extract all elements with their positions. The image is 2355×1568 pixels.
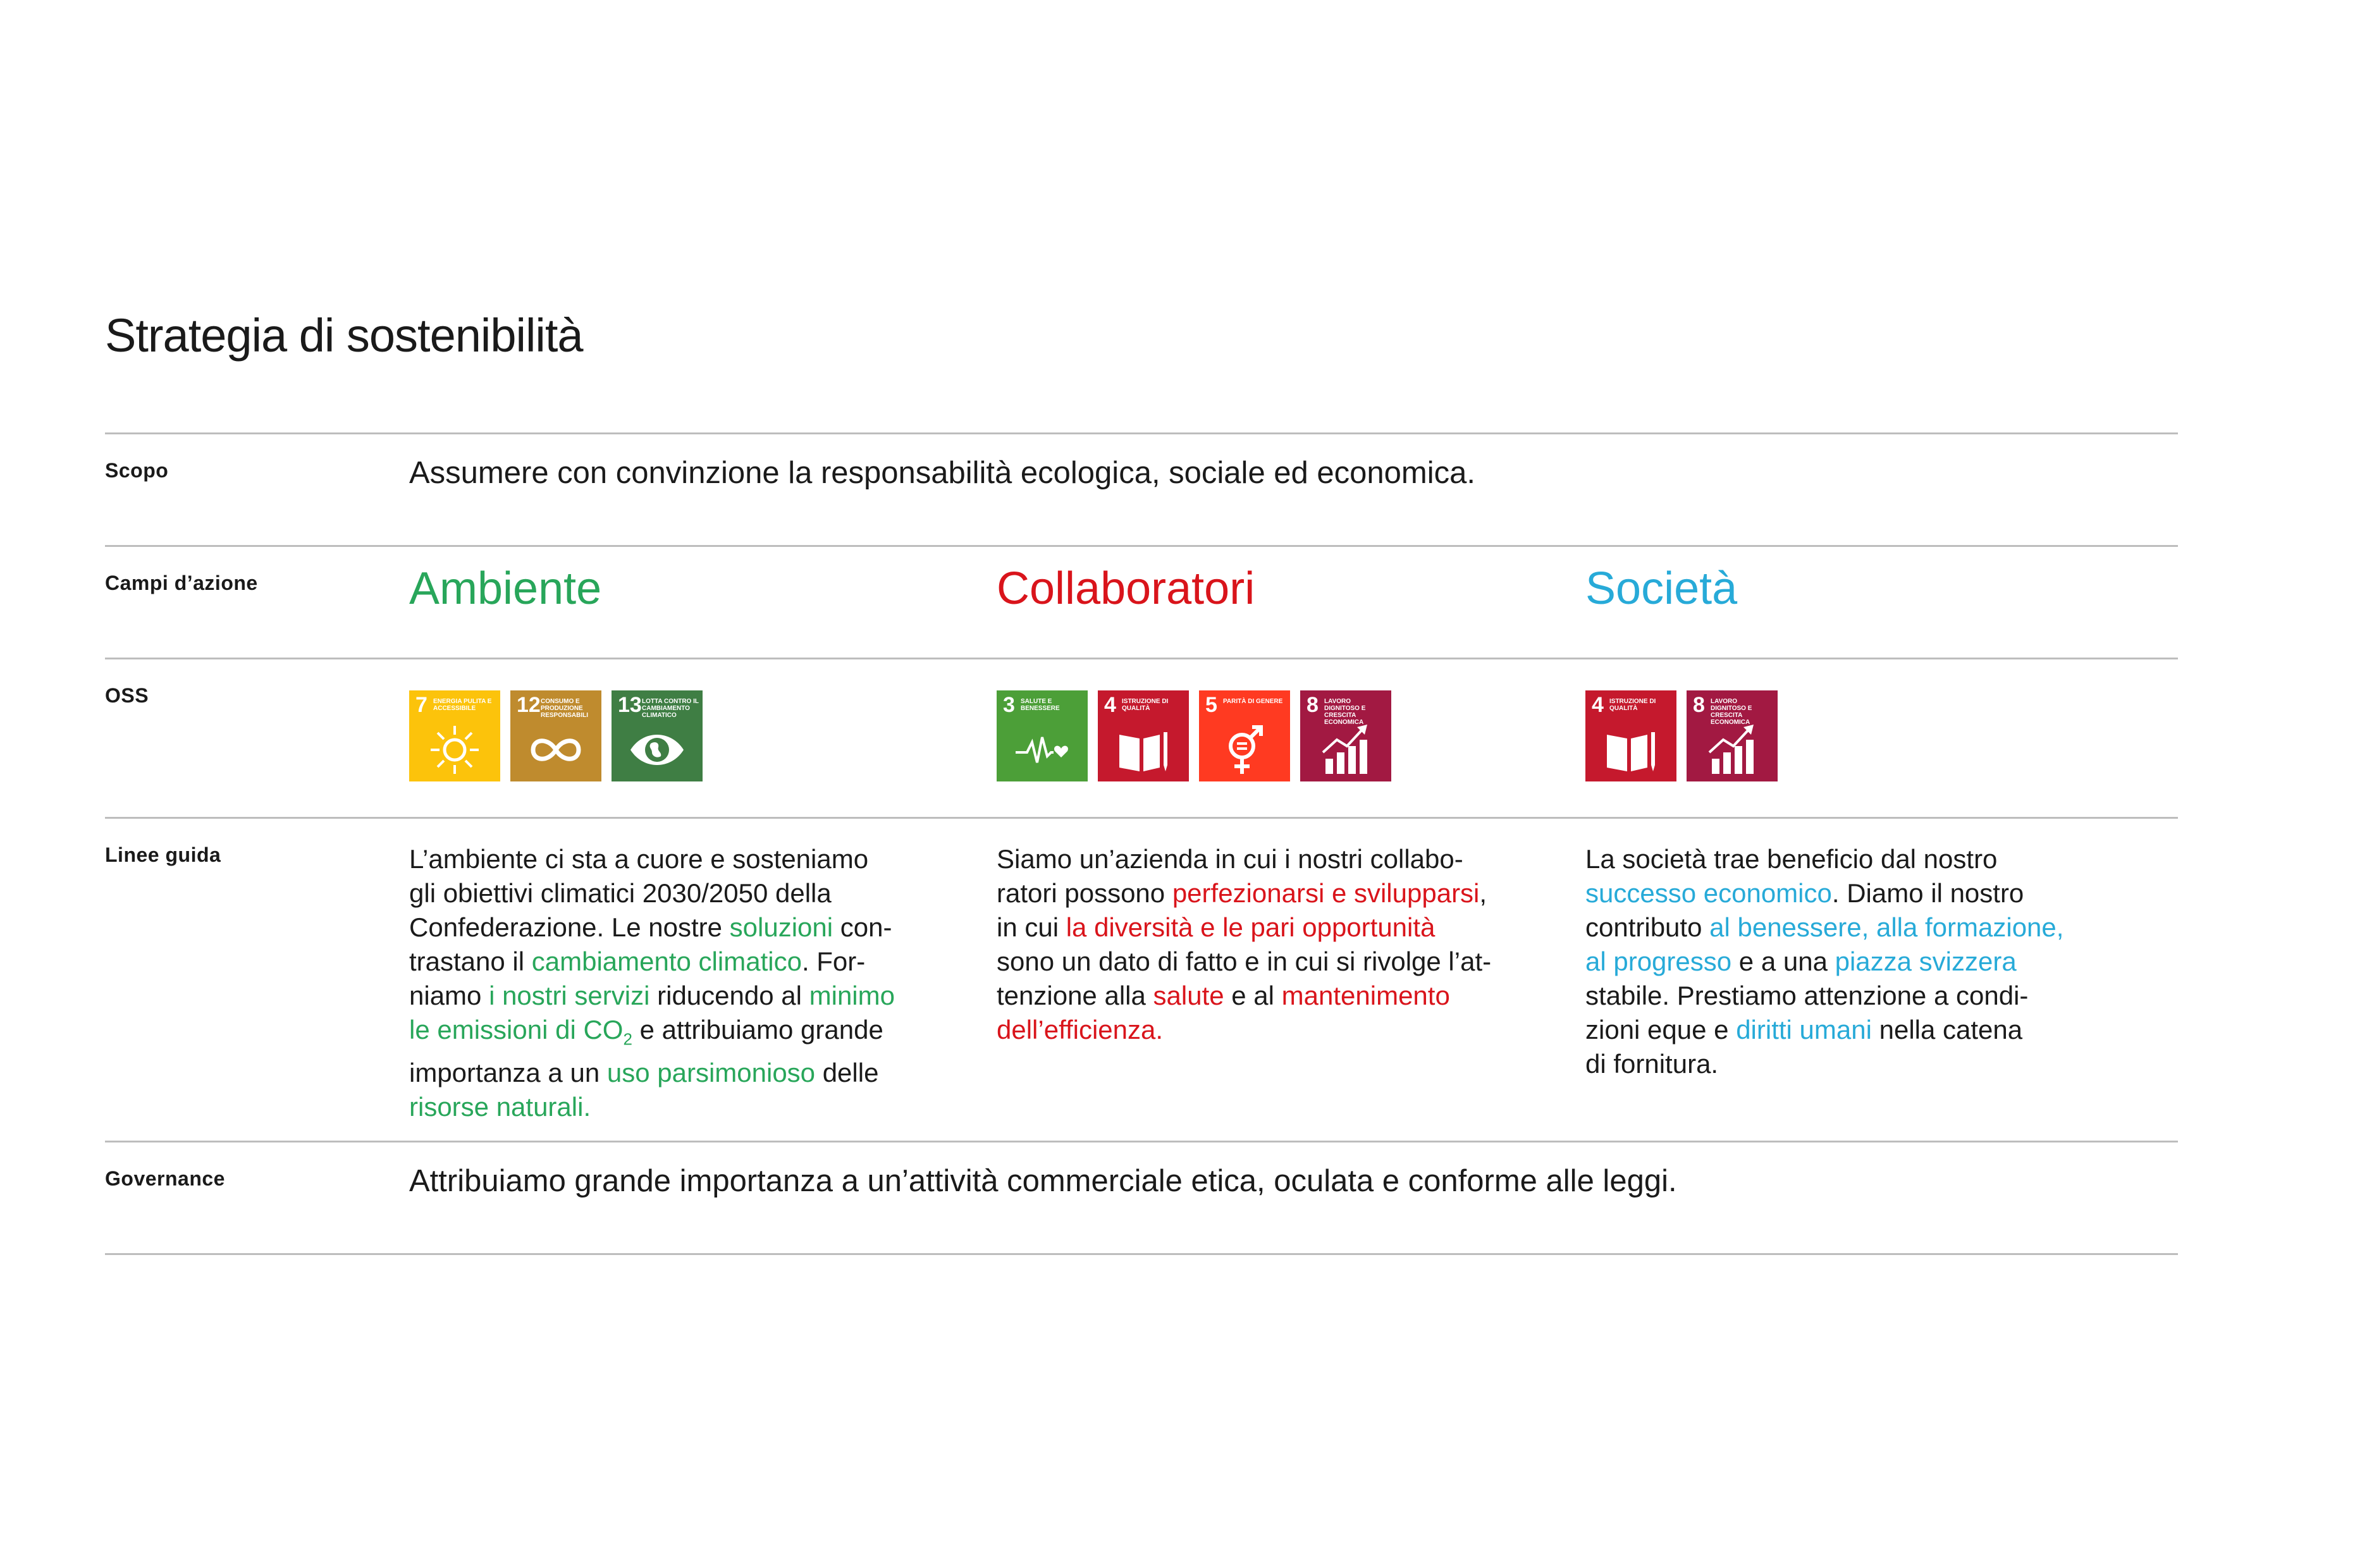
sdg-icons-collaboratori <box>997 690 1401 781</box>
scopo-text: Assumere con convinzione la responsabilità ecologica, sociale ed economica. <box>409 456 1476 490</box>
line: niamo i nostri servizi riducendo al minimo <box>409 981 895 1010</box>
line: La società trae beneficio dal nostro <box>1585 844 1998 874</box>
highlight: risorse naturali. <box>409 1092 591 1122</box>
line: sono un dato di fatto e in cui si rivolge l’at- <box>997 946 1492 976</box>
sdg-label: LAVORO DIGNITOSO E CRESCITA ECONOMICA <box>1324 698 1366 726</box>
line: in cui la diversità e le pari opportunità <box>997 912 1436 942</box>
growth-chart-icon <box>1704 723 1760 776</box>
field-ambiente: Ambiente <box>409 563 602 614</box>
line: trastano il cambiamento climatico. For- <box>409 946 866 976</box>
highlight: minimo <box>809 981 895 1010</box>
highlight: piazza svizzera <box>1835 946 2017 976</box>
field-societa: Società <box>1585 563 1738 614</box>
highlight: al progresso <box>1585 946 1732 976</box>
sdg-8-tile <box>1687 690 1778 781</box>
sdg-label: SALUTE E BENESSERE <box>1021 698 1060 712</box>
divider <box>105 432 2178 434</box>
highlight: dell’efficienza. <box>997 1015 1164 1044</box>
sdg-icons-societa <box>1585 690 1788 781</box>
highlight: i nostri servizi <box>489 981 650 1010</box>
divider <box>105 817 2178 819</box>
sdg-number: 5 <box>1205 693 1217 717</box>
highlight: la diversità e le pari opportunità <box>1066 912 1436 942</box>
growth-chart-icon <box>1318 723 1374 776</box>
book-icon <box>1116 723 1171 776</box>
guideline-ambiente <box>409 842 953 1124</box>
highlight: cambiamento climatico <box>531 946 802 976</box>
line: di fornitura. <box>1585 1049 1719 1079</box>
line: importanza a un uso parsimonioso delle <box>409 1058 879 1088</box>
eye-globe-icon <box>629 723 685 776</box>
page-title: Strategia di sostenibilità <box>105 309 583 362</box>
field-collaboratori: Collaboratori <box>997 563 1255 614</box>
sdg-number: 8 <box>1693 693 1705 717</box>
guideline-collaboratori <box>997 842 1540 1047</box>
row-label-governance: Governance <box>105 1167 225 1190</box>
highlight: salute <box>1153 981 1224 1010</box>
highlight: al benessere, alla formazione, <box>1709 912 2064 942</box>
line: zioni eque e diritti umani nella catena <box>1585 1015 2023 1044</box>
sdg-label: ISTRUZIONE DI QUALITÀ <box>1609 698 1656 712</box>
guideline-societa <box>1585 842 2129 1081</box>
line: Siamo un’azienda in cui i nostri collabo- <box>997 844 1463 874</box>
sdg-icons-ambiente <box>409 690 713 781</box>
book-icon <box>1603 723 1659 776</box>
sdg-3-tile <box>997 690 1088 781</box>
highlight: diritti umani <box>1736 1015 1872 1044</box>
sun-icon <box>427 723 483 776</box>
line: successo economico. Diamo il nostro <box>1585 878 2024 908</box>
divider <box>105 658 2178 659</box>
line: tenzione alla salute e al mantenimento <box>997 981 1450 1010</box>
sdg-7-tile <box>409 690 500 781</box>
divider <box>105 1253 2178 1255</box>
row-label-oss: OSS <box>105 684 149 707</box>
highlight: soluzioni <box>729 912 833 942</box>
sdg-12-tile <box>510 690 601 781</box>
sdg-number: 4 <box>1592 693 1604 717</box>
sdg-label: CONSUMO E PRODUZIONE RESPONSABILI <box>541 698 589 719</box>
divider <box>105 1141 2178 1142</box>
highlight: le emissioni di CO <box>409 1015 624 1044</box>
row-label-scopo: Scopo <box>105 459 169 482</box>
line: contributo al benessere, alla formazione, <box>1585 912 2064 942</box>
sdg-13-tile <box>612 690 703 781</box>
sdg-label: ISTRUZIONE DI QUALITÀ <box>1122 698 1169 712</box>
sdg-4-tile <box>1585 690 1676 781</box>
highlight: uso parsimonioso <box>606 1058 816 1088</box>
infinity-icon <box>528 723 584 776</box>
line: al progresso e a una piazza svizzera <box>1585 946 2017 976</box>
row-label-campi: Campi d’azione <box>105 572 258 594</box>
sdg-4-tile <box>1098 690 1189 781</box>
line: le emissioni di $CO_2$ e attribuiamo grande <box>409 1015 883 1049</box>
line: Confederazione. Le nostre soluzioni con- <box>409 912 892 942</box>
heartbeat-icon <box>1014 723 1070 776</box>
sdg-number: 7 <box>415 693 427 717</box>
sdg-label: LAVORO DIGNITOSO E CRESCITA ECONOMICA <box>1711 698 1752 726</box>
row-label-linee-guida: Linee guida <box>105 843 221 866</box>
sdg-8-tile <box>1300 690 1391 781</box>
highlight: mantenimento <box>1281 981 1450 1010</box>
sdg-5-tile <box>1199 690 1290 781</box>
sdg-number: 3 <box>1003 693 1015 717</box>
sdg-number: 4 <box>1104 693 1116 717</box>
sdg-number: 8 <box>1307 693 1319 717</box>
sdg-label: LOTTA CONTRO IL CAMBIAMENTO CLIMATICO <box>642 698 699 719</box>
line: stabile. Prestiamo attenzione a condi- <box>1585 981 2029 1010</box>
divider <box>105 545 2178 547</box>
line: gli obiettivi climatici 2030/2050 della <box>409 878 832 908</box>
sdg-label: ENERGIA PULITA E ACCESSIBILE <box>433 698 492 712</box>
gender-icon <box>1217 723 1272 776</box>
governance-text: Attribuiamo grande importanza a un’attività commerciale etica, oculata e conforme alle leggi. <box>409 1164 1677 1198</box>
highlight: successo economico <box>1585 878 1832 908</box>
line: L’ambiente ci sta a cuore e sosteniamo <box>409 844 869 874</box>
line: ratori possono perfezionarsi e svilupparsi, <box>997 878 1487 908</box>
sdg-number: 12 <box>517 693 541 717</box>
sdg-number: 13 <box>618 693 642 717</box>
sdg-label: PARITÀ DI GENERE <box>1223 698 1283 705</box>
highlight: perfezionarsi e svilupparsi <box>1172 878 1480 908</box>
